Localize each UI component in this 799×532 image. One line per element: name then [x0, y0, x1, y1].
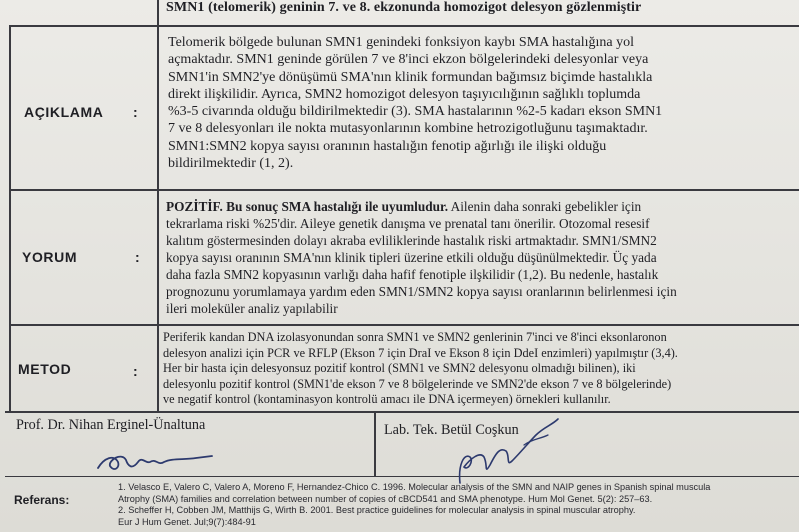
references-label: Referans:: [14, 493, 70, 507]
yorum-text: [166, 198, 677, 317]
yorum-line: ileri moleküler analiz yapılabilir: [166, 301, 338, 316]
metod-line: Periferik kandan DNA izolasyonundan sonra SMN1 ve SMN2 genlerinin 7'inci ve 8'inci eksonlaronon: [163, 330, 667, 344]
aciklama-line: %3-5 civarında olduğu bildirilmektedir (3). SMA hastalarının %2-5 kadarı ekson SMN1: [168, 104, 663, 120]
yorum-first-line-rest: Ailenin daha sonraki gebelikler için: [448, 199, 642, 214]
right-signatory-name: Lab. Tek. Betül Coşkun: [384, 422, 519, 438]
header-bottom-rule: [10, 25, 799, 27]
left-handwritten-signature: [92, 440, 222, 480]
signature-divider: [374, 412, 376, 476]
aciklama-line: direkt ilişkilidir. Ayrıca, SMN2 homozigot delesyon taşıyıcılığının sağlıklı toplumda: [168, 86, 641, 102]
yorum-line: tekrarlama riski %25'dir. Aileye genetik danışma ve prenatal tanı önerilir. Otozomal resesif: [166, 216, 650, 231]
yorum-line: daha fazla SMN2 kopyasının varlığı daha hafif fenotiple ilşkilidir (1,2). Bu nedenle, hastalık: [166, 267, 659, 282]
yorum-colon: :: [135, 249, 140, 265]
reference-line: Eur J Hum Genet. Jul;9(7):484-91: [118, 516, 256, 527]
aciklama-label: AÇIKLAMA: [24, 104, 104, 120]
aciklama-line: bildirilmektedir (1, 2).: [168, 156, 294, 172]
yorum-line: kalıtım göstermesinden dolayı akraba evliliklerinde hastalık riski artmaktadır. SMN1/SMN2: [166, 233, 657, 248]
aciklama-bottom-rule: [10, 189, 799, 191]
left-border: [9, 25, 11, 412]
aciklama-line: Telomerik bölgede bulunan SMN1 genindeki fonksiyon kaybı SMA hastalığına yol: [168, 35, 635, 50]
aciklama-line: SMN1'in SMN2'ye dönüşümü SMA'nın klinik formundan bağımsız biçimde hastalıkla: [168, 69, 653, 85]
aciklama-line: açmaktadır. SMN1 geninde görülen 7 ve 8'inci ekzon bölgelerindeki delesyonlar veya: [168, 52, 649, 68]
reference-line: 2. Scheffer H, Cobben JM, Matthijs G, Wirth B. 2001. Best practice guidelines for molecular analysis in spinal muscular atrophy.: [118, 505, 636, 516]
aciklama-line: 7 ve 8 delesyonları ile nokta mutasyonlarının kombine hetrozigotluğunu taşımaktadır.: [168, 121, 648, 137]
reference-line: 1. Velasco E, Valero C, Valero A, Moreno F, Hernandez-Chico C. 1996. Molecular analysis of the SMN and NAIP genes in Spanish spinal muscula: [118, 482, 711, 492]
aciklama-line: SMN1:SMN2 kopya sayısı oranının hastalığın fenotip ağırlığı ile ilişki olduğu: [168, 138, 607, 154]
right-handwritten-signature: [440, 405, 590, 485]
label-column-divider: [157, 0, 159, 412]
reference-line: Atrophy (SMA) families and correlation between number of copies of cBCD541 and SMA phenotype. Hum Mol Genet. 5(2): 257–63.: [118, 493, 653, 504]
metod-line: delesyon analizi için PCR ve RFLP (Ekson 7 için DraI ve Ekson 8 için DdeI enzimleri) yapılmıştır (3,4).: [163, 345, 678, 360]
metod-line: Her bir hasta için delesyonsuz pozitif kontrol (SMN1 ve SMN2 delesyonu olmadığı bilinen), iki: [163, 361, 636, 376]
references-list: [118, 482, 710, 528]
yorum-bottom-rule: [10, 324, 799, 326]
metod-line: delesyonlu pozitif kontrol (SMN1'de ekson 7 ve 8 bölgelerinde ve SMN2'de ekson 7 ve 8 bölgelerinde): [163, 376, 672, 391]
aciklama-colon: :: [133, 104, 138, 120]
metod-text: [163, 330, 678, 408]
metod-colon: :: [133, 363, 138, 379]
yorum-line: prognozunu yorumlamaya yardım eden SMN1/SMN2 kopya sayısı oranlarının belirlenmesi için: [166, 284, 677, 299]
aciklama-text: [168, 34, 662, 172]
metod-label: METOD: [18, 361, 72, 377]
result-title: SMN1 (telomerik) geninin 7. ve 8. ekzonunda homozigot delesyon gözlenmiştir: [166, 0, 642, 15]
yorum-label: YORUM: [22, 249, 78, 265]
left-signatory-name: Prof. Dr. Nihan Erginel-Ünaltuna: [16, 417, 206, 433]
metod-bottom-rule: [5, 411, 799, 413]
yorum-first-line: [166, 198, 677, 215]
metod-line: ve negatif kontrol (kontaminasyon kontrolü amacı ile DNA içermeyen) örnekleri kullanılır.: [163, 392, 611, 407]
yorum-result-bold: POZİTİF. Bu sonuç SMA hastalığı ile uyumludur.: [166, 199, 449, 214]
yorum-line: kopya sayısı oranının SMA'nın klinik tipleri üzerine etkili olduğu düşünülmektedir. Üç yada: [166, 250, 657, 265]
